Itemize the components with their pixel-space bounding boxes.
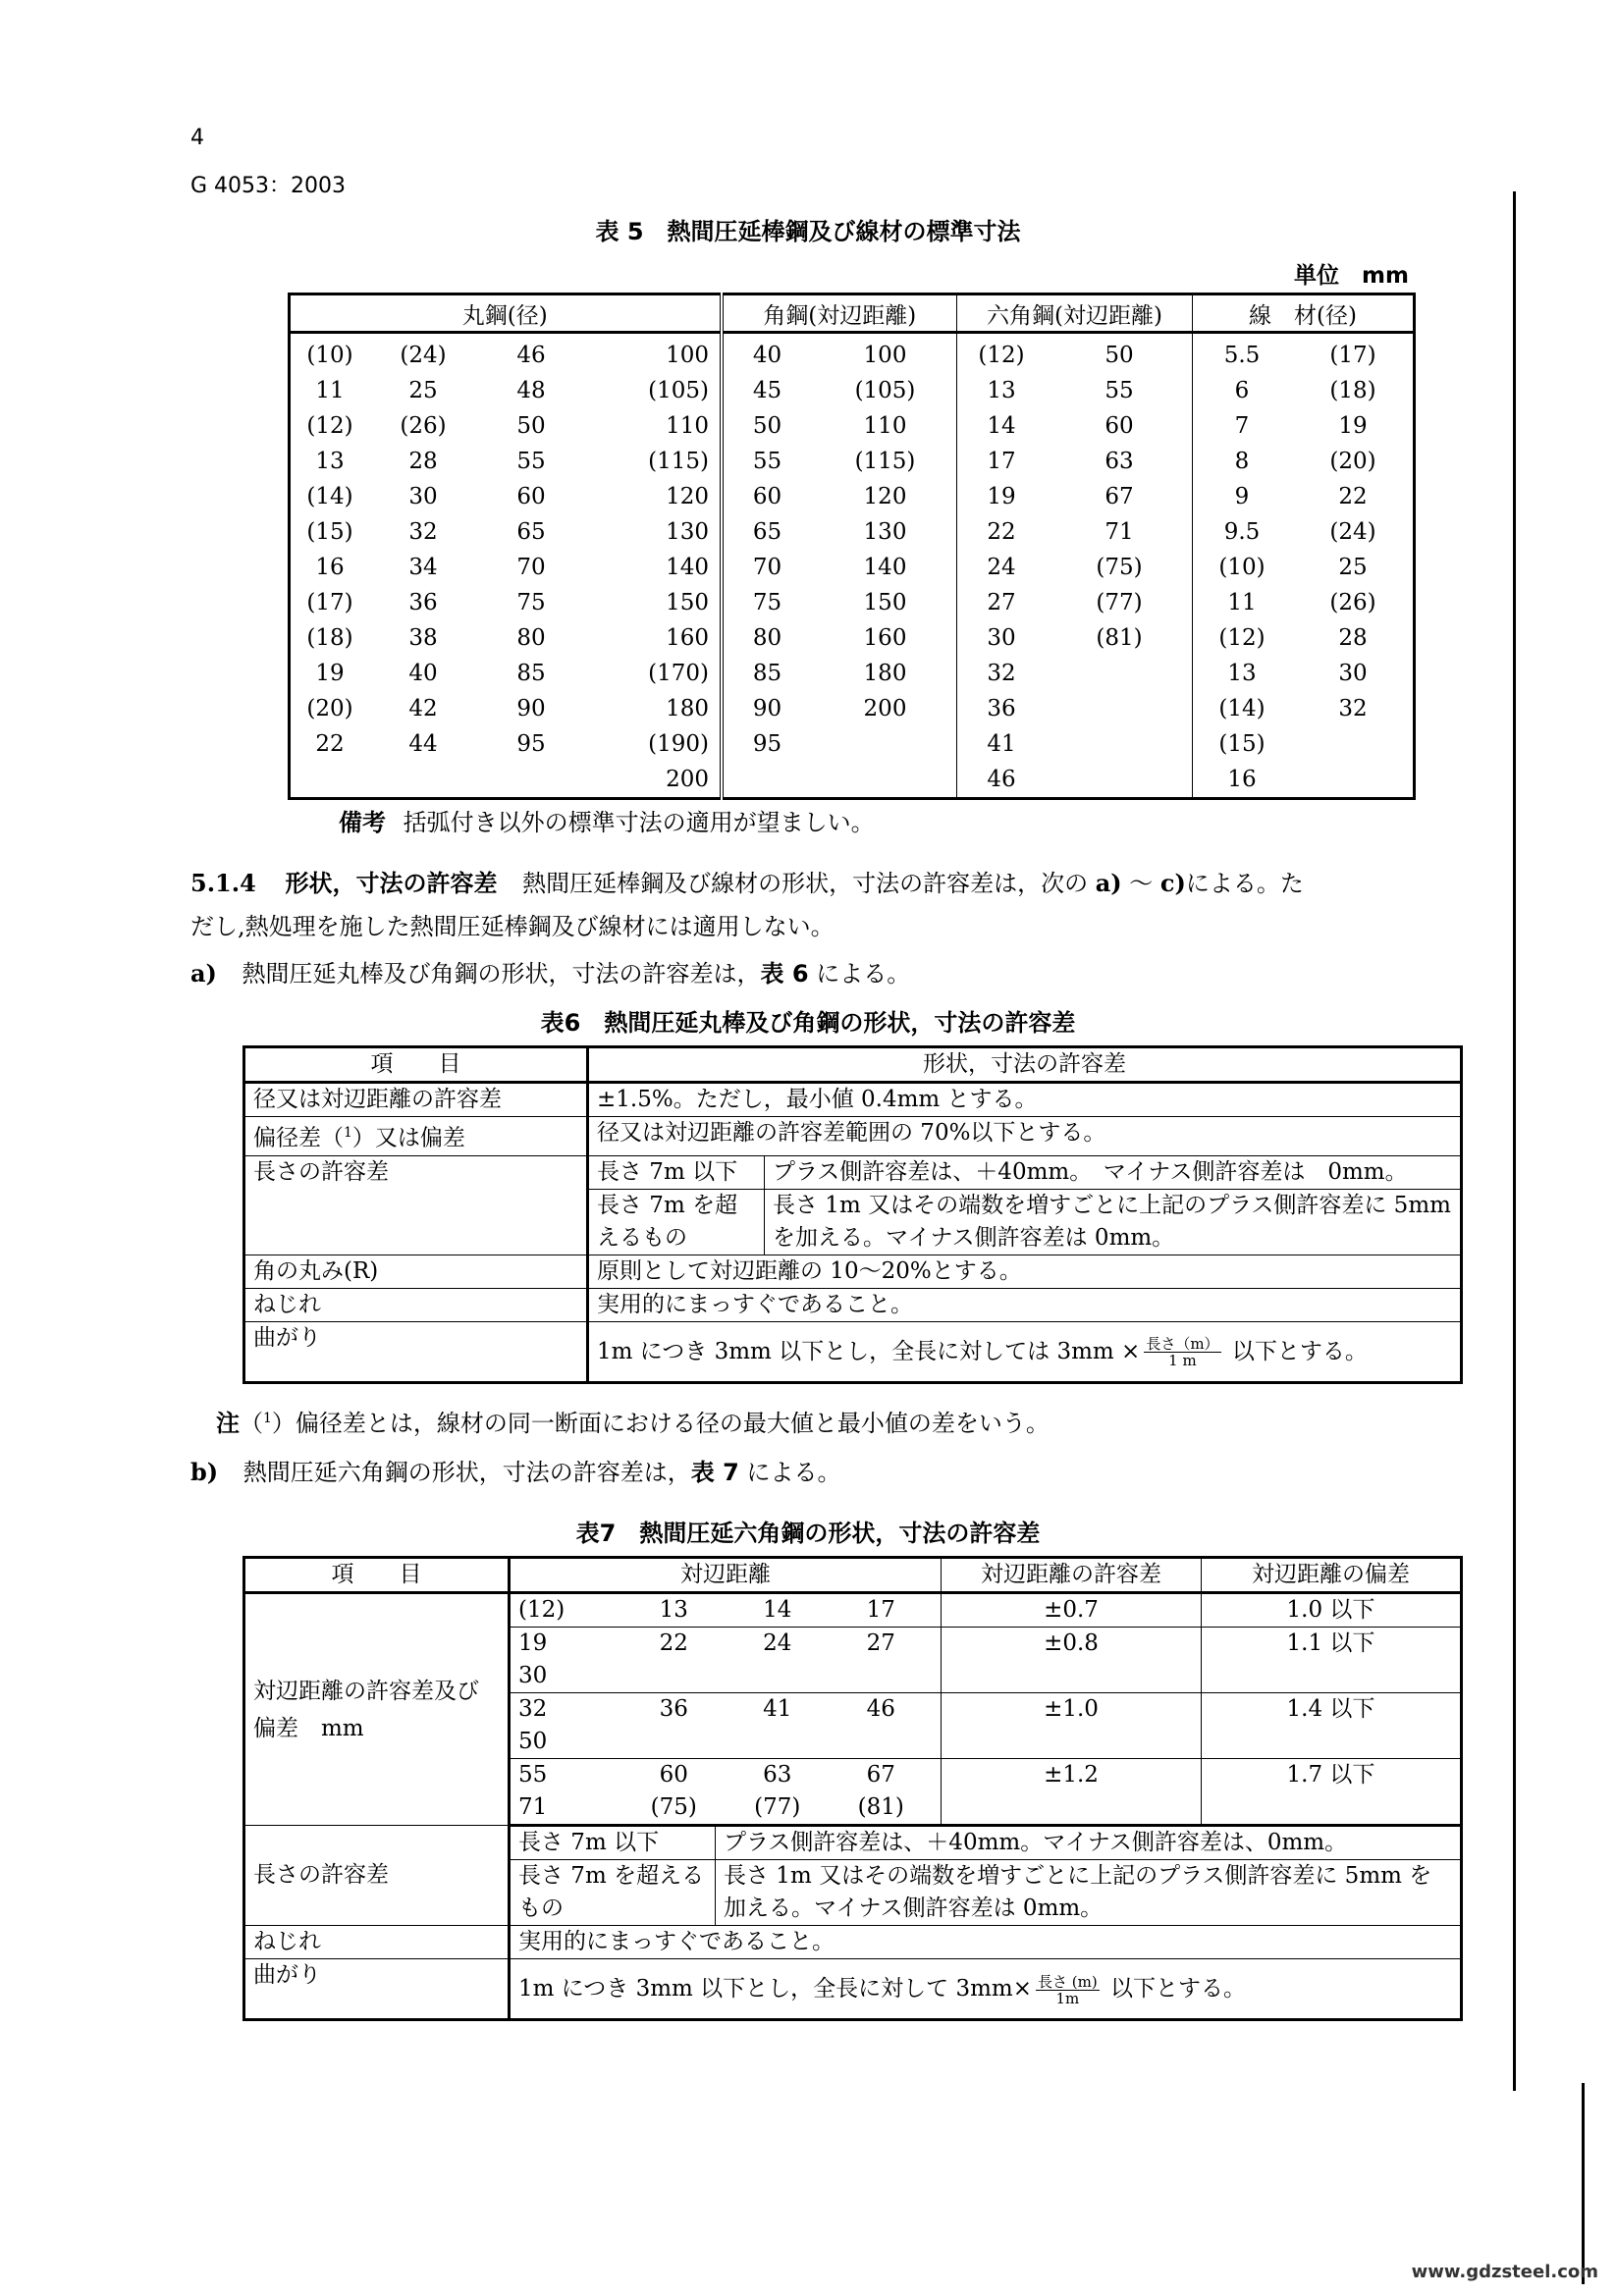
t7-sizes-row3: [510, 1759, 942, 1826]
wire-size-cell: 16: [1227, 767, 1257, 792]
round-size-cell: 75: [516, 590, 546, 615]
round-size-cell: 34: [408, 555, 438, 580]
table6-caption: 表6 熱間圧延丸棒及び角鋼の形状，寸法の許容差: [540, 1009, 1076, 1037]
item-a: [190, 954, 910, 988]
wire-size-cell: 11: [1227, 590, 1257, 615]
square-size-cell: 120: [863, 484, 907, 509]
round-size-cell: 80: [516, 625, 546, 651]
square-size-cell: 110: [863, 413, 907, 439]
round-size-cell: 200: [666, 767, 709, 792]
remark-text: 括弧付き以外の標準寸法の適用が望ましい。: [403, 809, 875, 836]
round-size-cell: (115): [648, 449, 709, 474]
t7-tol-row1: ±0.8: [942, 1628, 1202, 1693]
hex-size-value: (75): [650, 1794, 697, 1820]
round-size-cell: 70: [516, 555, 546, 580]
margin-rule: [1513, 191, 1516, 2091]
hex-size-cell: 14: [987, 413, 1016, 439]
section-line2: だし,熱処理を施した熱間圧延棒鋼及び線材には適用しない。: [190, 913, 835, 940]
header-hex: 六角鋼(対辺距離): [957, 294, 1193, 333]
round-size-cell: (26): [400, 413, 447, 439]
hex-size-value: 60: [659, 1762, 688, 1788]
table5-caption: 表 5 熱間圧延棒鋼及び線材の標準寸法: [595, 218, 1021, 245]
wire-size-cell: 25: [1338, 555, 1368, 580]
hex-size-value: 67: [866, 1762, 895, 1788]
square-size-cell: 85: [752, 661, 782, 686]
t7-dev-row3: 1.7 以下: [1202, 1759, 1462, 1826]
square-size-cell: [812, 726, 959, 762]
length-fraction-t7: [1036, 1974, 1100, 2006]
square-size-cell: 150: [863, 590, 907, 615]
hex-size-cell: 36: [987, 696, 1016, 721]
t7-dev-row1: 1.1 以下: [1202, 1628, 1462, 1693]
table5-unit: 単位 mm: [1294, 263, 1409, 289]
square-size-cell: (105): [854, 378, 916, 403]
t6-r3b-val: 長さ 1m 又はその端数を増すごとに上記のプラス側許容差に 5mm を加える。マイナス側許容差は 0mm。: [765, 1189, 1462, 1255]
hex-size-cell: 22: [987, 519, 1016, 545]
round-size-cell: 28: [408, 449, 438, 474]
standard-id: G 4053：2003: [190, 174, 347, 198]
t7-len-b-cond: 長さ 7m を超えるもの: [510, 1860, 716, 1926]
hex-size-cell: 60: [1104, 413, 1134, 439]
t6-r2-sup: 1: [344, 1125, 352, 1141]
hex-size-value: 22: [659, 1630, 688, 1656]
round-size-cell: 90: [516, 696, 546, 721]
round-size-cell: 22: [315, 731, 345, 757]
section-5-1-4: [190, 864, 1506, 898]
wire-size-cell: (17): [1329, 343, 1376, 368]
wire-sizes: [1193, 333, 1415, 799]
t7-tol-row2: ±1.0: [942, 1693, 1202, 1759]
watermark: www.gdzsteel.com: [1411, 2262, 1598, 2282]
wire-size-cell: (14): [1218, 696, 1266, 721]
round-size-cell: 30: [408, 484, 438, 509]
hex-size-value: 13: [659, 1597, 688, 1623]
wire-size-cell: [1291, 726, 1415, 762]
hex-size-cell: [1046, 762, 1193, 797]
round-size-cell: 95: [516, 731, 546, 757]
hex-size-cell: [1046, 656, 1193, 691]
hex-size-cell: 32: [987, 661, 1016, 686]
hex-size-value: 41: [763, 1696, 792, 1722]
t6-h-item: 項 目: [244, 1047, 588, 1083]
round-size-cell: 25: [408, 378, 438, 403]
hex-size-cell: 19: [987, 484, 1016, 509]
t7-sizes-row0: [510, 1593, 942, 1628]
round-size-cell: 55: [516, 449, 546, 474]
section-text-3: による。た: [1185, 870, 1304, 897]
hex-size-value: (77): [754, 1794, 801, 1820]
t6-r2-item-pre: 偏径差（: [253, 1125, 344, 1151]
hex-size-cell: 50: [1104, 343, 1134, 368]
ref-a: a): [1095, 869, 1122, 897]
round-size-cell: (12): [306, 413, 353, 439]
hex-sizes: [957, 333, 1193, 799]
t7-h-item: 項 目: [244, 1558, 510, 1593]
round-size-cell: (170): [648, 661, 709, 686]
round-size-cell: 85: [516, 661, 546, 686]
round-size-cell: 40: [408, 661, 438, 686]
square-size-cell: 95: [752, 731, 782, 757]
t7-h-dev: 対辺距離の偏差: [1202, 1558, 1462, 1593]
t7-tol-row0: ±0.7: [942, 1593, 1202, 1628]
t7-len-b-val: 長さ 1m 又はその端数を増すごとに上記のプラス側許容差に 5mm を加える。マイナス側許容差は 0mm。: [716, 1860, 1462, 1926]
round-size-cell: 11: [315, 378, 345, 403]
section-text-1: 熱間圧延棒鋼及び線材の形状，寸法の許容差は，次の: [522, 870, 1096, 897]
square-size-cell: 45: [752, 378, 782, 403]
wire-size-cell: (10): [1218, 555, 1266, 580]
square-size-cell: 180: [863, 661, 907, 686]
hex-size-value: [622, 1726, 727, 1758]
hex-size-value: [726, 1726, 830, 1758]
wire-size-cell: 9: [1234, 484, 1250, 509]
hex-size-cell: 17: [987, 449, 1016, 474]
hex-size-cell: (77): [1096, 590, 1143, 615]
fraction-denominator: 1 m: [1168, 1352, 1197, 1370]
item-b: [190, 1453, 840, 1487]
table5-remark: [339, 803, 875, 837]
hex-size-cell: 67: [1104, 484, 1134, 509]
t6-r4-val: 原則として対辺距離の 10～20%とする。: [588, 1255, 1462, 1288]
round-size-cell: [369, 762, 477, 797]
square-size-cell: 140: [863, 555, 907, 580]
round-size-cell: 13: [315, 449, 345, 474]
hex-size-value: [830, 1726, 934, 1758]
square-size-cell: 60: [752, 484, 782, 509]
round-size-cell: 32: [408, 519, 438, 545]
note-sup: 1: [263, 1411, 272, 1426]
hex-size-value: [726, 1660, 830, 1692]
wire-size-cell: (15): [1218, 731, 1266, 757]
round-size-cell: (10): [306, 343, 353, 368]
t7-sizes-row1: [510, 1628, 942, 1693]
item-a-ref: 表 6: [760, 960, 809, 988]
hex-size-cell: [1046, 726, 1193, 762]
t7-bend-val: [510, 1959, 1462, 2020]
ref-c: c): [1159, 869, 1186, 897]
hex-size-value: 32: [518, 1696, 548, 1722]
t6-r1-val: ±1.5%。ただし，最小値 0.4mm とする。: [588, 1083, 1462, 1117]
hex-size-value: (81): [857, 1794, 904, 1820]
round-size-cell: [477, 762, 585, 797]
t6-h-tol: 形状，寸法の許容差: [588, 1047, 1462, 1083]
hex-size-value: 27: [866, 1630, 895, 1656]
t7-len-a-cond: 長さ 7m 以下: [510, 1826, 716, 1860]
t6-r5-item: ねじれ: [244, 1288, 588, 1321]
item-a-text: 熱間圧延丸棒及び角鋼の形状，寸法の許容差は，: [242, 960, 761, 988]
square-size-cell: 90: [752, 696, 782, 721]
square-size-cell: 65: [752, 519, 782, 545]
round-size-cell: 150: [666, 590, 709, 615]
hex-size-value: 14: [763, 1597, 792, 1623]
round-size-cell: (105): [648, 378, 709, 403]
wire-size-cell: (12): [1218, 625, 1266, 651]
item-b-label: b): [190, 1458, 219, 1486]
hex-size-value: 36: [659, 1696, 688, 1722]
fraction-numerator-t7: 長さ (m): [1038, 1972, 1098, 1991]
header-round: 丸鋼(径): [290, 294, 722, 333]
fraction-numerator: 長さ（m）: [1146, 1335, 1219, 1354]
hex-size-value: 24: [763, 1630, 792, 1656]
t7-h-tol: 対辺距離の許容差: [942, 1558, 1202, 1593]
t7-twist-item: ねじれ: [244, 1926, 510, 1959]
t6-r1-item: 径又は対辺距離の許容差: [244, 1083, 588, 1117]
t7-tol-row3: ±1.2: [942, 1759, 1202, 1826]
t6-r2-item-post: ）又は偏差: [351, 1125, 465, 1151]
wire-size-cell: [1291, 762, 1415, 797]
round-size-cell: 100: [666, 343, 709, 368]
round-sizes: [290, 333, 722, 799]
item-b-text: 熱間圧延六角鋼の形状，寸法の許容差は，: [242, 1459, 691, 1486]
header-square: 角鋼(対辺距離): [722, 294, 957, 333]
table6: [242, 1045, 1463, 1384]
square-size-cell: 40: [752, 343, 782, 368]
hex-size-value: 30: [518, 1663, 548, 1688]
wire-size-cell: (26): [1329, 590, 1376, 615]
table7: [242, 1556, 1463, 2021]
t6-r5-val: 実用的にまっすぐであること。: [588, 1288, 1462, 1321]
round-size-cell: 48: [516, 378, 546, 403]
margin-rule-lower: [1582, 2083, 1585, 2284]
item-b-ref: 表 7: [690, 1459, 739, 1486]
hex-size-value: 46: [866, 1696, 895, 1722]
wire-size-cell: 13: [1227, 661, 1257, 686]
length-fraction: [1144, 1336, 1220, 1368]
square-size-cell: (115): [854, 449, 916, 474]
round-size-cell: 50: [516, 413, 546, 439]
wire-size-cell: 19: [1338, 413, 1368, 439]
t6-r3-item: 長さの許容差: [244, 1155, 588, 1255]
item-a-label: a): [190, 959, 217, 988]
hex-size-cell: 30: [987, 625, 1016, 651]
hex-size-value: 63: [763, 1762, 792, 1788]
round-size-cell: (15): [306, 519, 353, 545]
t7-twist-val: 実用的にまっすぐであること。: [510, 1926, 1462, 1959]
wire-size-cell: 7: [1234, 413, 1250, 439]
hex-size-value: 17: [866, 1597, 895, 1623]
wire-size-cell: 28: [1338, 625, 1368, 651]
round-size-cell: [291, 762, 369, 797]
round-size-cell: 42: [408, 696, 438, 721]
hex-size-value: [622, 1660, 727, 1692]
round-size-cell: (18): [306, 625, 353, 651]
hex-size-cell: 63: [1104, 449, 1134, 474]
header-wire: 線 材(径): [1193, 294, 1415, 333]
hex-size-cell: 46: [987, 767, 1016, 792]
wire-size-cell: (18): [1329, 378, 1376, 403]
t6-r6-pre: 1m につき 3mm 以下とし，全長に対しては 3mm ×: [597, 1338, 1141, 1364]
round-size-cell: 65: [516, 519, 546, 545]
wire-size-cell: 22: [1338, 484, 1368, 509]
remark-label: 備考: [339, 809, 386, 836]
note-text: ）偏径差とは，線材の同一断面における径の最大値と最小値の差をいう。: [271, 1410, 1050, 1437]
square-size-cell: 55: [752, 449, 782, 474]
section-text-2: ～: [1121, 870, 1160, 897]
table5: [288, 293, 1416, 800]
round-size-cell: 36: [408, 590, 438, 615]
square-size-cell: 200: [863, 696, 907, 721]
round-size-cell: 180: [666, 696, 709, 721]
round-size-cell: 110: [666, 413, 709, 439]
hex-size-cell: 27: [987, 590, 1016, 615]
t7-dev-row2: 1.4 以下: [1202, 1693, 1462, 1759]
square-size-cell: [812, 762, 959, 797]
t7-sizes-row2: [510, 1693, 942, 1759]
hex-size-value: [830, 1660, 934, 1692]
hex-size-cell: [1046, 691, 1193, 726]
hex-size-cell: 13: [987, 378, 1016, 403]
t7-dev-row0: 1.0 以下: [1202, 1593, 1462, 1628]
t7-len-a-val: プラス側許容差は、＋40mm。マイナス側許容差は、0mm。: [716, 1826, 1462, 1860]
wire-size-cell: (24): [1329, 519, 1376, 545]
square-size-cell: 70: [752, 555, 782, 580]
t6-r6-val: [588, 1321, 1462, 1382]
t7-bend-pre: 1m につき 3mm 以下とし，全長に対して 3mm×: [518, 1976, 1033, 2002]
t7-bend-post: 以下とする。: [1103, 1976, 1247, 2002]
round-size-cell: (190): [648, 731, 709, 757]
item-a-post: による。: [808, 960, 911, 988]
page-number: 4: [190, 126, 204, 150]
wire-size-cell: 8: [1234, 449, 1250, 474]
square-size-cell: 75: [752, 590, 782, 615]
round-size-cell: (17): [306, 590, 353, 615]
round-size-cell: 44: [408, 731, 438, 757]
round-size-cell: 38: [408, 625, 438, 651]
round-size-cell: (24): [400, 343, 447, 368]
round-size-cell: (14): [306, 484, 353, 509]
hex-size-value: (12): [518, 1597, 566, 1623]
t6-r3a-cond: 長さ 7m 以下: [588, 1155, 765, 1189]
hex-size-cell: 55: [1104, 378, 1134, 403]
hex-size-value: 71: [518, 1794, 548, 1820]
fraction-denominator-t7: 1m: [1055, 1989, 1080, 2007]
item-b-post: による。: [738, 1459, 841, 1486]
square-size-cell: [724, 762, 812, 797]
round-size-cell: 160: [666, 625, 709, 651]
hex-size-cell: (75): [1096, 555, 1143, 580]
wire-size-cell: 6: [1234, 378, 1250, 403]
t6-r3b-cond: 長さ 7m を超えるもの: [588, 1189, 765, 1255]
t7-bend-item: 曲がり: [244, 1959, 510, 2020]
section-title: 形状，寸法の許容差: [285, 870, 498, 897]
table7-caption: 表7 熱間圧延六角鋼の形状，寸法の許容差: [575, 1520, 1041, 1547]
round-size-cell: 19: [315, 661, 345, 686]
t6-r2-val: 径又は対辺距離の許容差範囲の 70%以下とする。: [588, 1117, 1462, 1156]
t6-r4-item: 角の丸み(R): [244, 1255, 588, 1288]
hex-size-value: 55: [518, 1762, 548, 1788]
t6-r6-item: 曲がり: [244, 1321, 588, 1382]
hex-size-cell: (81): [1096, 625, 1143, 651]
square-size-cell: 80: [752, 625, 782, 651]
hex-size-cell: (12): [978, 343, 1025, 368]
square-size-cell: 160: [863, 625, 907, 651]
square-size-cell: 130: [863, 519, 907, 545]
t6-r2-item: [244, 1117, 588, 1156]
wire-size-cell: 5.5: [1223, 343, 1261, 368]
wire-size-cell: 30: [1338, 661, 1368, 686]
t7-h-size: 対辺距離: [510, 1558, 942, 1593]
t7-len-item: 長さの許容差: [244, 1826, 510, 1926]
round-size-cell: (20): [306, 696, 353, 721]
hex-size-cell: 71: [1104, 519, 1134, 545]
t7-group-label: 対辺距離の許容差及び偏差 mm: [244, 1593, 510, 1826]
round-size-cell: 46: [516, 343, 546, 368]
note-label: 注: [216, 1410, 240, 1437]
wire-size-cell: 9.5: [1223, 519, 1261, 545]
section-number: 5.1.4: [190, 869, 256, 897]
round-size-cell: 130: [666, 519, 709, 545]
round-size-cell: 16: [315, 555, 345, 580]
hex-size-value: 19: [518, 1630, 548, 1656]
round-size-cell: 120: [666, 484, 709, 509]
wire-size-cell: (20): [1329, 449, 1376, 474]
round-size-cell: 140: [666, 555, 709, 580]
hex-size-value: 50: [518, 1729, 548, 1754]
round-size-cell: 60: [516, 484, 546, 509]
note-1: [216, 1404, 1050, 1438]
hex-size-cell: 41: [987, 731, 1016, 757]
wire-size-cell: 32: [1338, 696, 1368, 721]
square-size-cell: 100: [863, 343, 907, 368]
t6-r6-post: 以下とする。: [1224, 1338, 1368, 1364]
note-pre: （: [240, 1410, 263, 1437]
square-size-cell: 50: [752, 413, 782, 439]
hex-size-cell: 24: [987, 555, 1016, 580]
t6-r3a-val: プラス側許容差は、＋40mm。 マイナス側許容差は 0mm。: [765, 1155, 1462, 1189]
square-sizes: [722, 333, 957, 799]
